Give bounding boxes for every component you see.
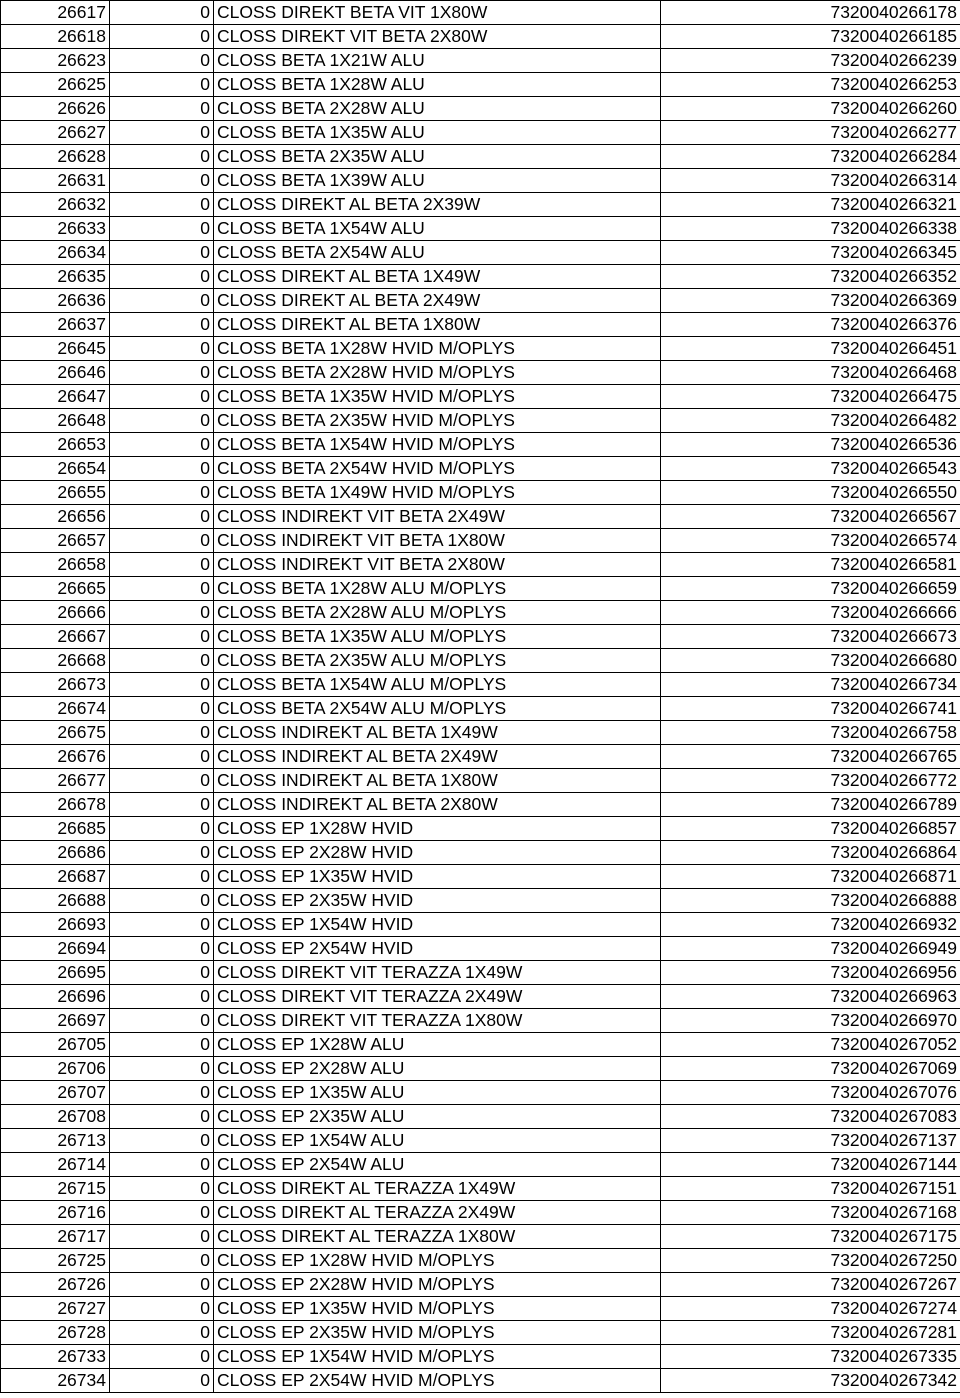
description-cell: CLOSS EP 1X28W HVID M/OPLYS (214, 1249, 661, 1273)
table-row (1, 1105, 960, 1129)
ean-code-cell: 7320040266680 (661, 649, 960, 673)
ean-code-cell: 7320040266284 (661, 145, 960, 169)
table-row (1, 1129, 960, 1153)
description-cell: CLOSS BETA 2X35W ALU M/OPLYS (214, 649, 661, 673)
ean-code-cell: 7320040267281 (661, 1321, 960, 1345)
description-cell: CLOSS INDIREKT AL BETA 1X49W (214, 721, 661, 745)
article-number-cell: 26687 (1, 865, 110, 889)
article-number-cell: 26705 (1, 1033, 110, 1057)
description-cell: CLOSS BETA 1X35W ALU M/OPLYS (214, 625, 661, 649)
ean-code-cell: 7320040266734 (661, 673, 960, 697)
ean-code-cell: 7320040266178 (661, 1, 960, 25)
quantity-cell: 0 (110, 1273, 214, 1297)
article-number-cell: 26673 (1, 673, 110, 697)
quantity-cell: 0 (110, 217, 214, 241)
table-row (1, 217, 960, 241)
ean-code-cell: 7320040267274 (661, 1297, 960, 1321)
article-number-cell: 26734 (1, 1369, 110, 1393)
description-cell: CLOSS EP 2X35W ALU (214, 1105, 661, 1129)
ean-code-cell: 7320040266321 (661, 193, 960, 217)
description-cell: CLOSS DIREKT AL BETA 2X39W (214, 193, 661, 217)
ean-code-cell: 7320040266475 (661, 385, 960, 409)
quantity-cell: 0 (110, 121, 214, 145)
quantity-cell: 0 (110, 385, 214, 409)
article-number-cell: 26677 (1, 769, 110, 793)
table-row (1, 649, 960, 673)
description-cell: CLOSS EP 1X35W HVID M/OPLYS (214, 1297, 661, 1321)
article-number-cell: 26714 (1, 1153, 110, 1177)
table-row (1, 193, 960, 217)
description-cell: CLOSS BETA 1X28W HVID M/OPLYS (214, 337, 661, 361)
table-row (1, 97, 960, 121)
article-number-cell: 26667 (1, 625, 110, 649)
article-number-cell: 26633 (1, 217, 110, 241)
table-row (1, 985, 960, 1009)
table-row (1, 1153, 960, 1177)
description-cell: CLOSS BETA 1X49W HVID M/OPLYS (214, 481, 661, 505)
table-row (1, 841, 960, 865)
description-cell: CLOSS BETA 1X21W ALU (214, 49, 661, 73)
table-row (1, 745, 960, 769)
ean-code-cell: 7320040266581 (661, 553, 960, 577)
quantity-cell: 0 (110, 25, 214, 49)
quantity-cell: 0 (110, 721, 214, 745)
ean-code-cell: 7320040266949 (661, 937, 960, 961)
article-number-cell: 26628 (1, 145, 110, 169)
article-number-cell: 26648 (1, 409, 110, 433)
table-row (1, 289, 960, 313)
quantity-cell: 0 (110, 1297, 214, 1321)
ean-code-cell: 7320040266277 (661, 121, 960, 145)
ean-code-cell: 7320040266956 (661, 961, 960, 985)
table-row (1, 145, 960, 169)
description-cell: CLOSS EP 2X54W HVID M/OPLYS (214, 1369, 661, 1393)
ean-code-cell: 7320040266765 (661, 745, 960, 769)
ean-code-cell: 7320040267335 (661, 1345, 960, 1369)
description-cell: CLOSS DIREKT VIT TERAZZA 1X80W (214, 1009, 661, 1033)
quantity-cell: 0 (110, 1153, 214, 1177)
article-number-cell: 26631 (1, 169, 110, 193)
quantity-cell: 0 (110, 817, 214, 841)
ean-code-cell: 7320040266659 (661, 577, 960, 601)
ean-code-cell: 7320040267250 (661, 1249, 960, 1273)
description-cell: CLOSS DIREKT AL TERAZZA 1X49W (214, 1177, 661, 1201)
article-number-cell: 26655 (1, 481, 110, 505)
quantity-cell: 0 (110, 1033, 214, 1057)
ean-code-cell: 7320040266864 (661, 841, 960, 865)
ean-code-cell: 7320040266239 (661, 49, 960, 73)
table-row (1, 1369, 960, 1393)
ean-code-cell: 7320040266260 (661, 97, 960, 121)
article-number-cell: 26665 (1, 577, 110, 601)
description-cell: CLOSS EP 1X35W ALU (214, 1081, 661, 1105)
quantity-cell: 0 (110, 313, 214, 337)
description-cell: CLOSS DIREKT AL TERAZZA 1X80W (214, 1225, 661, 1249)
description-cell: CLOSS EP 1X28W HVID (214, 817, 661, 841)
article-number-cell: 26654 (1, 457, 110, 481)
quantity-cell: 0 (110, 841, 214, 865)
table-row (1, 1057, 960, 1081)
quantity-cell: 0 (110, 1009, 214, 1033)
table-row (1, 73, 960, 97)
table-row (1, 361, 960, 385)
quantity-cell: 0 (110, 361, 214, 385)
table-row (1, 817, 960, 841)
description-cell: CLOSS DIREKT BETA VIT 1X80W (214, 1, 661, 25)
description-cell: CLOSS BETA 2X28W HVID M/OPLYS (214, 361, 661, 385)
ean-code-cell: 7320040266567 (661, 505, 960, 529)
article-number-cell: 26716 (1, 1201, 110, 1225)
table-row (1, 625, 960, 649)
quantity-cell: 0 (110, 505, 214, 529)
table-row (1, 25, 960, 49)
ean-code-cell: 7320040266550 (661, 481, 960, 505)
ean-code-cell: 7320040266666 (661, 601, 960, 625)
description-cell: CLOSS DIREKT AL BETA 2X49W (214, 289, 661, 313)
quantity-cell: 0 (110, 1321, 214, 1345)
article-number-cell: 26708 (1, 1105, 110, 1129)
description-cell: CLOSS INDIREKT AL BETA 2X49W (214, 745, 661, 769)
quantity-cell: 0 (110, 73, 214, 97)
quantity-cell: 0 (110, 433, 214, 457)
ean-code-cell: 7320040266574 (661, 529, 960, 553)
table-row (1, 889, 960, 913)
description-cell: CLOSS DIREKT VIT TERAZZA 2X49W (214, 985, 661, 1009)
article-number-cell: 26733 (1, 1345, 110, 1369)
product-table-body (1, 1, 960, 1393)
table-row (1, 865, 960, 889)
table-row (1, 577, 960, 601)
quantity-cell: 0 (110, 481, 214, 505)
article-number-cell: 26706 (1, 1057, 110, 1081)
description-cell: CLOSS INDIREKT VIT BETA 2X49W (214, 505, 661, 529)
table-row (1, 1225, 960, 1249)
ean-code-cell: 7320040266871 (661, 865, 960, 889)
article-number-cell: 26728 (1, 1321, 110, 1345)
description-cell: CLOSS DIREKT AL BETA 1X80W (214, 313, 661, 337)
quantity-cell: 0 (110, 985, 214, 1009)
table-row (1, 961, 960, 985)
article-number-cell: 26697 (1, 1009, 110, 1033)
quantity-cell: 0 (110, 865, 214, 889)
article-number-cell: 26625 (1, 73, 110, 97)
ean-code-cell: 7320040266536 (661, 433, 960, 457)
description-cell: CLOSS DIREKT AL BETA 1X49W (214, 265, 661, 289)
table-row (1, 913, 960, 937)
description-cell: CLOSS BETA 2X35W ALU (214, 145, 661, 169)
ean-code-cell: 7320040266888 (661, 889, 960, 913)
article-number-cell: 26696 (1, 985, 110, 1009)
quantity-cell: 0 (110, 889, 214, 913)
description-cell: CLOSS EP 1X35W HVID (214, 865, 661, 889)
description-cell: CLOSS DIREKT VIT BETA 2X80W (214, 25, 661, 49)
table-row (1, 1033, 960, 1057)
article-number-cell: 26635 (1, 265, 110, 289)
article-number-cell: 26634 (1, 241, 110, 265)
ean-code-cell: 7320040267052 (661, 1033, 960, 1057)
ean-code-cell: 7320040266468 (661, 361, 960, 385)
table-row (1, 481, 960, 505)
ean-code-cell: 7320040266758 (661, 721, 960, 745)
article-number-cell: 26632 (1, 193, 110, 217)
quantity-cell: 0 (110, 145, 214, 169)
ean-code-cell: 7320040267144 (661, 1153, 960, 1177)
quantity-cell: 0 (110, 649, 214, 673)
table-row (1, 1201, 960, 1225)
quantity-cell: 0 (110, 937, 214, 961)
description-cell: CLOSS EP 2X35W HVID M/OPLYS (214, 1321, 661, 1345)
ean-code-cell: 7320040267076 (661, 1081, 960, 1105)
article-number-cell: 26656 (1, 505, 110, 529)
description-cell: CLOSS BETA 2X28W ALU M/OPLYS (214, 601, 661, 625)
description-cell: CLOSS BETA 2X35W HVID M/OPLYS (214, 409, 661, 433)
quantity-cell: 0 (110, 265, 214, 289)
quantity-cell: 0 (110, 673, 214, 697)
article-number-cell: 26636 (1, 289, 110, 313)
description-cell: CLOSS EP 2X28W ALU (214, 1057, 661, 1081)
quantity-cell: 0 (110, 1225, 214, 1249)
quantity-cell: 0 (110, 1345, 214, 1369)
description-cell: CLOSS BETA 1X28W ALU M/OPLYS (214, 577, 661, 601)
description-cell: CLOSS DIREKT AL TERAZZA 2X49W (214, 1201, 661, 1225)
article-number-cell: 26715 (1, 1177, 110, 1201)
description-cell: CLOSS INDIREKT VIT BETA 1X80W (214, 529, 661, 553)
table-row (1, 337, 960, 361)
quantity-cell: 0 (110, 337, 214, 361)
table-row (1, 721, 960, 745)
table-row (1, 1177, 960, 1201)
quantity-cell: 0 (110, 169, 214, 193)
quantity-cell: 0 (110, 577, 214, 601)
article-number-cell: 26617 (1, 1, 110, 25)
article-number-cell: 26646 (1, 361, 110, 385)
quantity-cell: 0 (110, 1105, 214, 1129)
quantity-cell: 0 (110, 961, 214, 985)
article-number-cell: 26678 (1, 793, 110, 817)
table-row (1, 1321, 960, 1345)
ean-code-cell: 7320040267083 (661, 1105, 960, 1129)
quantity-cell: 0 (110, 241, 214, 265)
quantity-cell: 0 (110, 1177, 214, 1201)
table-row (1, 241, 960, 265)
description-cell: CLOSS BETA 2X54W ALU M/OPLYS (214, 697, 661, 721)
quantity-cell: 0 (110, 1, 214, 25)
ean-code-cell: 7320040267151 (661, 1177, 960, 1201)
article-number-cell: 26653 (1, 433, 110, 457)
article-number-cell: 26666 (1, 601, 110, 625)
article-number-cell: 26726 (1, 1273, 110, 1297)
description-cell: CLOSS BETA 1X54W ALU M/OPLYS (214, 673, 661, 697)
ean-code-cell: 7320040267342 (661, 1369, 960, 1393)
quantity-cell: 0 (110, 697, 214, 721)
article-number-cell: 26713 (1, 1129, 110, 1153)
table-row (1, 553, 960, 577)
quantity-cell: 0 (110, 625, 214, 649)
table-row (1, 673, 960, 697)
table-row (1, 1, 960, 25)
ean-code-cell: 7320040266338 (661, 217, 960, 241)
description-cell: CLOSS EP 1X54W HVID (214, 913, 661, 937)
article-number-cell: 26727 (1, 1297, 110, 1321)
ean-code-cell: 7320040266352 (661, 265, 960, 289)
ean-code-cell: 7320040266932 (661, 913, 960, 937)
table-row (1, 601, 960, 625)
article-number-cell: 26658 (1, 553, 110, 577)
table-row (1, 313, 960, 337)
quantity-cell: 0 (110, 553, 214, 577)
table-row (1, 1081, 960, 1105)
table-row (1, 937, 960, 961)
article-number-cell: 26626 (1, 97, 110, 121)
ean-code-cell: 7320040266772 (661, 769, 960, 793)
quantity-cell: 0 (110, 1369, 214, 1393)
quantity-cell: 0 (110, 913, 214, 937)
article-number-cell: 26674 (1, 697, 110, 721)
ean-code-cell: 7320040266543 (661, 457, 960, 481)
ean-code-cell: 7320040266857 (661, 817, 960, 841)
article-number-cell: 26645 (1, 337, 110, 361)
description-cell: CLOSS BETA 2X54W HVID M/OPLYS (214, 457, 661, 481)
quantity-cell: 0 (110, 1201, 214, 1225)
description-cell: CLOSS BETA 2X28W ALU (214, 97, 661, 121)
description-cell: CLOSS EP 2X54W HVID (214, 937, 661, 961)
article-number-cell: 26618 (1, 25, 110, 49)
table-row (1, 49, 960, 73)
description-cell: CLOSS BETA 1X35W ALU (214, 121, 661, 145)
description-cell: CLOSS EP 1X28W ALU (214, 1033, 661, 1057)
table-row (1, 457, 960, 481)
table-row (1, 505, 960, 529)
table-row (1, 1273, 960, 1297)
article-number-cell: 26688 (1, 889, 110, 913)
ean-code-cell: 7320040266673 (661, 625, 960, 649)
table-row (1, 1009, 960, 1033)
ean-code-cell: 7320040266741 (661, 697, 960, 721)
description-cell: CLOSS EP 1X54W HVID M/OPLYS (214, 1345, 661, 1369)
ean-code-cell: 7320040266963 (661, 985, 960, 1009)
article-number-cell: 26623 (1, 49, 110, 73)
quantity-cell: 0 (110, 457, 214, 481)
description-cell: CLOSS EP 2X54W ALU (214, 1153, 661, 1177)
ean-code-cell: 7320040267267 (661, 1273, 960, 1297)
ean-code-cell: 7320040266970 (661, 1009, 960, 1033)
ean-code-cell: 7320040266369 (661, 289, 960, 313)
ean-code-cell: 7320040267137 (661, 1129, 960, 1153)
table-row (1, 433, 960, 457)
description-cell: CLOSS BETA 1X54W ALU (214, 217, 661, 241)
quantity-cell: 0 (110, 97, 214, 121)
ean-code-cell: 7320040266482 (661, 409, 960, 433)
article-number-cell: 26725 (1, 1249, 110, 1273)
quantity-cell: 0 (110, 289, 214, 313)
description-cell: CLOSS BETA 1X35W HVID M/OPLYS (214, 385, 661, 409)
ean-code-cell: 7320040266345 (661, 241, 960, 265)
table-row (1, 385, 960, 409)
quantity-cell: 0 (110, 745, 214, 769)
ean-code-cell: 7320040266789 (661, 793, 960, 817)
article-number-cell: 26647 (1, 385, 110, 409)
ean-code-cell: 7320040267175 (661, 1225, 960, 1249)
table-row (1, 793, 960, 817)
table-row (1, 1297, 960, 1321)
description-cell: CLOSS EP 1X54W ALU (214, 1129, 661, 1153)
description-cell: CLOSS BETA 1X28W ALU (214, 73, 661, 97)
article-number-cell: 26675 (1, 721, 110, 745)
table-row (1, 529, 960, 553)
ean-code-cell: 7320040266253 (661, 73, 960, 97)
article-number-cell: 26627 (1, 121, 110, 145)
ean-code-cell: 7320040267069 (661, 1057, 960, 1081)
table-row (1, 1345, 960, 1369)
article-number-cell: 26685 (1, 817, 110, 841)
quantity-cell: 0 (110, 601, 214, 625)
quantity-cell: 0 (110, 409, 214, 433)
article-number-cell: 26676 (1, 745, 110, 769)
quantity-cell: 0 (110, 49, 214, 73)
description-cell: CLOSS EP 2X35W HVID (214, 889, 661, 913)
article-number-cell: 26686 (1, 841, 110, 865)
quantity-cell: 0 (110, 1129, 214, 1153)
description-cell: CLOSS INDIREKT AL BETA 2X80W (214, 793, 661, 817)
quantity-cell: 0 (110, 769, 214, 793)
ean-code-cell: 7320040267168 (661, 1201, 960, 1225)
table-row (1, 697, 960, 721)
table-row (1, 769, 960, 793)
description-cell: CLOSS EP 2X28W HVID M/OPLYS (214, 1273, 661, 1297)
description-cell: CLOSS BETA 1X54W HVID M/OPLYS (214, 433, 661, 457)
article-number-cell: 26693 (1, 913, 110, 937)
description-cell: CLOSS BETA 2X54W ALU (214, 241, 661, 265)
description-cell: CLOSS INDIREKT AL BETA 1X80W (214, 769, 661, 793)
article-number-cell: 26637 (1, 313, 110, 337)
ean-code-cell: 7320040266185 (661, 25, 960, 49)
article-number-cell: 26668 (1, 649, 110, 673)
ean-code-cell: 7320040266376 (661, 313, 960, 337)
table-row (1, 169, 960, 193)
ean-code-cell: 7320040266314 (661, 169, 960, 193)
table-row (1, 265, 960, 289)
quantity-cell: 0 (110, 529, 214, 553)
article-number-cell: 26717 (1, 1225, 110, 1249)
quantity-cell: 0 (110, 1081, 214, 1105)
quantity-cell: 0 (110, 1057, 214, 1081)
quantity-cell: 0 (110, 1249, 214, 1273)
article-number-cell: 26695 (1, 961, 110, 985)
table-row (1, 121, 960, 145)
table-row (1, 409, 960, 433)
article-number-cell: 26694 (1, 937, 110, 961)
table-row (1, 1249, 960, 1273)
quantity-cell: 0 (110, 193, 214, 217)
ean-code-cell: 7320040266451 (661, 337, 960, 361)
description-cell: CLOSS DIREKT VIT TERAZZA 1X49W (214, 961, 661, 985)
article-number-cell: 26657 (1, 529, 110, 553)
article-number-cell: 26707 (1, 1081, 110, 1105)
description-cell: CLOSS BETA 1X39W ALU (214, 169, 661, 193)
description-cell: CLOSS EP 2X28W HVID (214, 841, 661, 865)
quantity-cell: 0 (110, 793, 214, 817)
description-cell: CLOSS INDIREKT VIT BETA 2X80W (214, 553, 661, 577)
